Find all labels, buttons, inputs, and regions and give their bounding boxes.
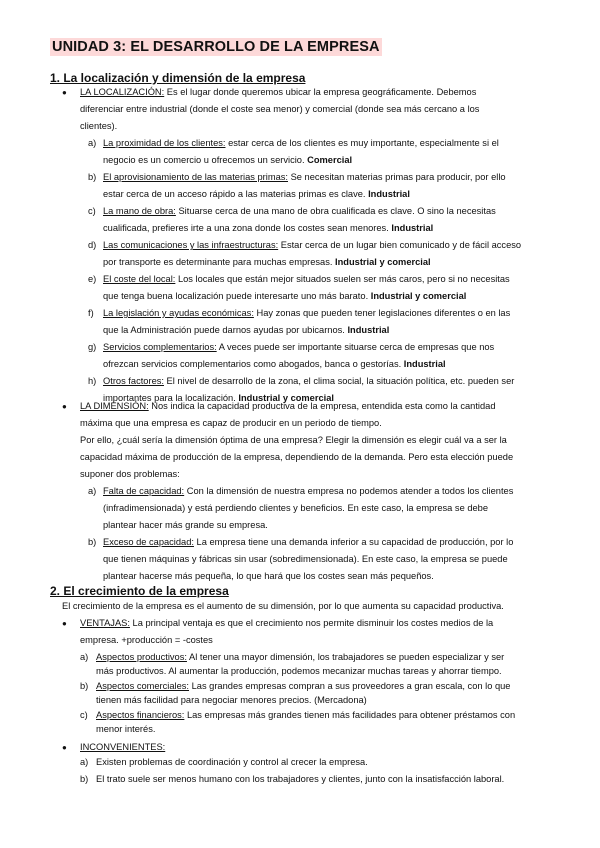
item-letter: b) xyxy=(88,537,97,547)
factor-line-1 xyxy=(103,271,510,288)
localizacion-line-3: clientes). xyxy=(80,121,118,131)
dimension-line-3: Por ello, ¿cuál sería la dimensión óptima de una empresa? Elegir la dimensión es elegir cuál va a ser la xyxy=(80,435,507,445)
factor-line-1 xyxy=(103,339,494,356)
dimension-line-4: capacidad máxima de producción de la empresa, dependiendo de la demanda. Pero esta elección puede xyxy=(80,452,514,462)
factor-label: Las comunicaciones y las infraestructuras: xyxy=(103,240,279,250)
factor-text: Estar cerca de un lugar bien comunicado y de fácil acceso xyxy=(278,240,522,250)
factor-line-1 xyxy=(103,203,496,220)
item-letter: c) xyxy=(88,206,96,216)
document-title: UNIDAD 3: EL DESARROLLO DE LA EMPRESA xyxy=(52,39,380,55)
problem-label: Exceso de capacidad: xyxy=(103,537,194,547)
dimension-line-5: suponer dos problemas: xyxy=(80,469,180,479)
factor-text: cualificada, prefieres irte a una zona donde los costes sean menores. xyxy=(103,223,392,233)
factor-line-1 xyxy=(103,169,506,186)
inconveniente-text: Existen problemas de coordinación y control al crecer la empresa. xyxy=(96,757,368,767)
problem-label: Falta de capacidad: xyxy=(103,486,185,496)
item-letter: b) xyxy=(80,774,89,784)
factor-line-2 xyxy=(103,152,352,169)
item-letter: a) xyxy=(80,757,89,767)
bullet-icon: ● xyxy=(62,619,67,628)
ventaja-line-2: menor interés. xyxy=(96,724,156,734)
factor-text: Los locales que están mejor situados suelen ser más caros, pero si no necesitas xyxy=(175,274,510,284)
factor-text: Hay zonas que pueden tener legislaciones diferentes o en las xyxy=(253,308,511,318)
factor-label: La mano de obra: xyxy=(103,206,176,216)
factor-text: estar cerca de un acceso rápido a las materias primas es clave. xyxy=(103,189,369,199)
factor-line-1 xyxy=(103,237,521,254)
factor-line-2 xyxy=(103,254,431,271)
factor-tag: Comercial xyxy=(307,155,353,165)
factor-label: La legislación y ayudas económicas: xyxy=(103,308,254,318)
problem-text: La empresa tiene una demanda inferior a su capacidad de producción, por lo xyxy=(193,537,514,547)
factor-text: ofrezcan servicios complementarios como abogados, banca o gestorías. xyxy=(103,359,404,369)
ventaja-text: Las grandes empresas compran a sus proveedores a gran escala, con lo que xyxy=(189,681,511,691)
section-2-heading: 2. El crecimiento de la empresa xyxy=(50,584,229,598)
factor-line-2 xyxy=(103,288,466,305)
factor-line-2 xyxy=(103,220,433,237)
factor-text: que tenga buena localización puede interesarte uno más barato. xyxy=(103,291,371,301)
factor-text: estar cerca de los clientes es muy importante, especialmente si el xyxy=(225,138,499,148)
factor-line-1 xyxy=(103,373,514,390)
item-letter: b) xyxy=(80,681,89,691)
factor-text: que la Administración puede darnos ayudas por ubicarnos. xyxy=(103,325,348,335)
inconveniente-text: El trato suele ser menos humano con los trabajadores y clientes, junto con la insatisfacción laboral. xyxy=(96,774,505,784)
problem-line-2: (infradimensionada) y está perdiendo clientes y beneficios. En este caso, la empresa se debe xyxy=(103,503,489,513)
item-letter: g) xyxy=(88,342,97,352)
problem-line-3: plantear hacer más grande su empresa. xyxy=(103,520,268,530)
factor-tag: Industrial y comercial xyxy=(370,291,467,301)
item-letter: a) xyxy=(80,652,89,662)
ventajas-line-2: empresa. +producción = -costes xyxy=(80,635,213,645)
item-letter: h) xyxy=(88,376,97,386)
ventaja-label: Aspectos financieros: xyxy=(96,710,185,720)
factor-text: Situarse cerca de una mano de obra cualificada es clave. O sino la necesitas xyxy=(175,206,496,216)
problem-line-1 xyxy=(103,483,513,500)
ventaja-text: Las empresas más grandes tienen más facilidades para obtener préstamos con xyxy=(184,710,516,720)
factor-label: El aprovisionamiento de las materias primas: xyxy=(103,172,288,182)
ventaja-line-2: tienen más facilidad para negociar menores precios. (Mercadona) xyxy=(96,695,367,705)
factor-text: negocio es un comercio u ofrecemos un servicio. xyxy=(103,155,308,165)
problem-line-1 xyxy=(103,534,513,551)
crecimiento-intro: El crecimiento de la empresa es el aumento de su dimensión, por lo que aumenta su capacidad productiva. xyxy=(62,601,504,611)
ventaja-label: Aspectos productivos: xyxy=(96,652,187,662)
problem-line-3: plantear hacerse más pequeña, lo que hará que los costes sean más pequeños. xyxy=(103,571,434,581)
factor-line-2 xyxy=(103,322,389,339)
bullet-icon: ● xyxy=(62,743,67,752)
factor-text: A veces puede ser importante situarse cerca de empresas que nos xyxy=(216,342,495,352)
dimension-line-1: LA DIMENSIÓN: Nos indica la capacidad productiva de la empresa, entendida esta como la cantidad xyxy=(80,401,496,411)
localizacion-line-1: LA LOCALIZACIÓN: Es el lugar donde queremos ubicar la empresa geográficamente. Debemos xyxy=(80,87,477,97)
factor-tag: Industrial xyxy=(368,189,410,199)
factor-line-1 xyxy=(103,305,510,322)
ventaja-label: Aspectos comerciales: xyxy=(96,681,190,691)
item-letter: c) xyxy=(80,710,88,720)
dimension-line-2: máxima que una empresa es capaz de producir en un periodo de tiempo. xyxy=(80,418,382,428)
factor-line-2 xyxy=(103,356,446,373)
ventaja-text: Al tener una mayor dimensión, los trabajadores se pueden especializar y ser xyxy=(186,652,505,662)
problem-text: Con la dimensión de nuestra empresa no podemos atender a todos los clientes xyxy=(184,486,514,496)
ventaja-line-2: más productivos. Al aumentar la producción, podemos mecanizar muchas tareas y ahorrar tiempo. xyxy=(96,666,502,676)
ventaja-line-1 xyxy=(96,707,515,724)
factor-label: Servicios complementarios: xyxy=(103,342,217,352)
localizacion-line-2: diferenciar entre industrial (donde el coste sea menor) y comercial (donde sea más cercano a los xyxy=(80,104,480,114)
item-letter: a) xyxy=(88,138,97,148)
factor-line-2 xyxy=(103,186,410,203)
factor-tag: Industrial xyxy=(391,223,434,233)
bullet-icon: ● xyxy=(62,402,67,411)
factor-label: La proximidad de los clientes: xyxy=(103,138,226,148)
factor-tag: Industrial xyxy=(347,325,390,335)
factor-text: importantes para la localización. xyxy=(103,393,239,403)
factor-label: El coste del local: xyxy=(103,274,176,284)
item-letter: d) xyxy=(88,240,97,250)
factor-line-1 xyxy=(103,135,499,152)
factor-tag: Industrial y comercial xyxy=(335,257,431,267)
item-letter: f) xyxy=(88,308,94,318)
factor-text: El nivel de desarrollo de la zona, el clima social, la situación política, etc. pueden ser xyxy=(163,376,515,386)
factor-tag: Industrial y comercial xyxy=(238,393,334,403)
factor-label: Otros factores: xyxy=(103,376,164,386)
inconvenientes-label: INCONVENIENTES: xyxy=(80,742,166,752)
ventajas-line-1: VENTAJAS: La principal ventaja es que el crecimiento nos permite disminuir los costes medios de la xyxy=(80,618,494,628)
bullet-icon: ● xyxy=(62,88,67,97)
factor-text: Se necesitan materias primas para producir, por ello xyxy=(288,172,506,182)
item-letter: b) xyxy=(88,172,97,182)
factor-text: por transporte es determinante para muchas empresas. xyxy=(103,257,336,267)
factor-tag: Industrial xyxy=(403,359,446,369)
item-letter: a) xyxy=(88,486,97,496)
section-1-heading: 1. La localización y dimensión de la empresa xyxy=(50,71,306,85)
item-letter: e) xyxy=(88,274,97,284)
problem-line-2: que tienen máquinas y fábricas sin usar (sobredimensionada). En este caso, la empresa se puede xyxy=(103,554,508,564)
